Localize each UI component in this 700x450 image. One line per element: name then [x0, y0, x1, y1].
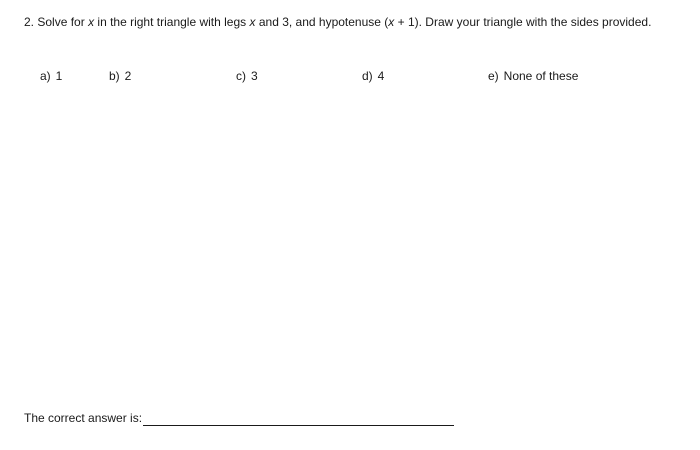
- variable-x-1: x: [88, 15, 95, 29]
- answer-blank-line[interactable]: [143, 413, 454, 426]
- choice-letter: b): [109, 69, 120, 83]
- choice-letter: c): [236, 69, 246, 83]
- choice-letter: a): [40, 69, 51, 83]
- choice-letter: e): [488, 69, 499, 83]
- choice-text: 4: [377, 69, 385, 83]
- choice-text: 3: [251, 69, 258, 83]
- question-part-3: and 3, and hypotenuse (: [258, 15, 389, 29]
- variable-x-3: x: [388, 15, 395, 29]
- choice-c: [236, 68, 258, 84]
- choice-text: None of these: [503, 69, 579, 83]
- choice-e: [488, 68, 578, 84]
- choice-b: [109, 68, 131, 84]
- answer-label: The correct answer is:: [24, 411, 143, 425]
- question-text: [24, 14, 684, 30]
- choice-a: [40, 68, 62, 84]
- answer-row: [24, 410, 454, 426]
- choice-letter: d): [362, 69, 373, 83]
- question-part-1: Solve for: [37, 15, 85, 29]
- variable-x-2: x: [249, 15, 256, 29]
- question-part-4: + 1). Draw your triangle with the sides provided.: [397, 15, 652, 29]
- question-number: 2.: [24, 15, 35, 29]
- choice-text: 1: [55, 69, 63, 83]
- question-part-2: in the right triangle with legs: [97, 15, 247, 29]
- choice-d: [362, 68, 384, 84]
- choice-text: 2: [124, 69, 132, 83]
